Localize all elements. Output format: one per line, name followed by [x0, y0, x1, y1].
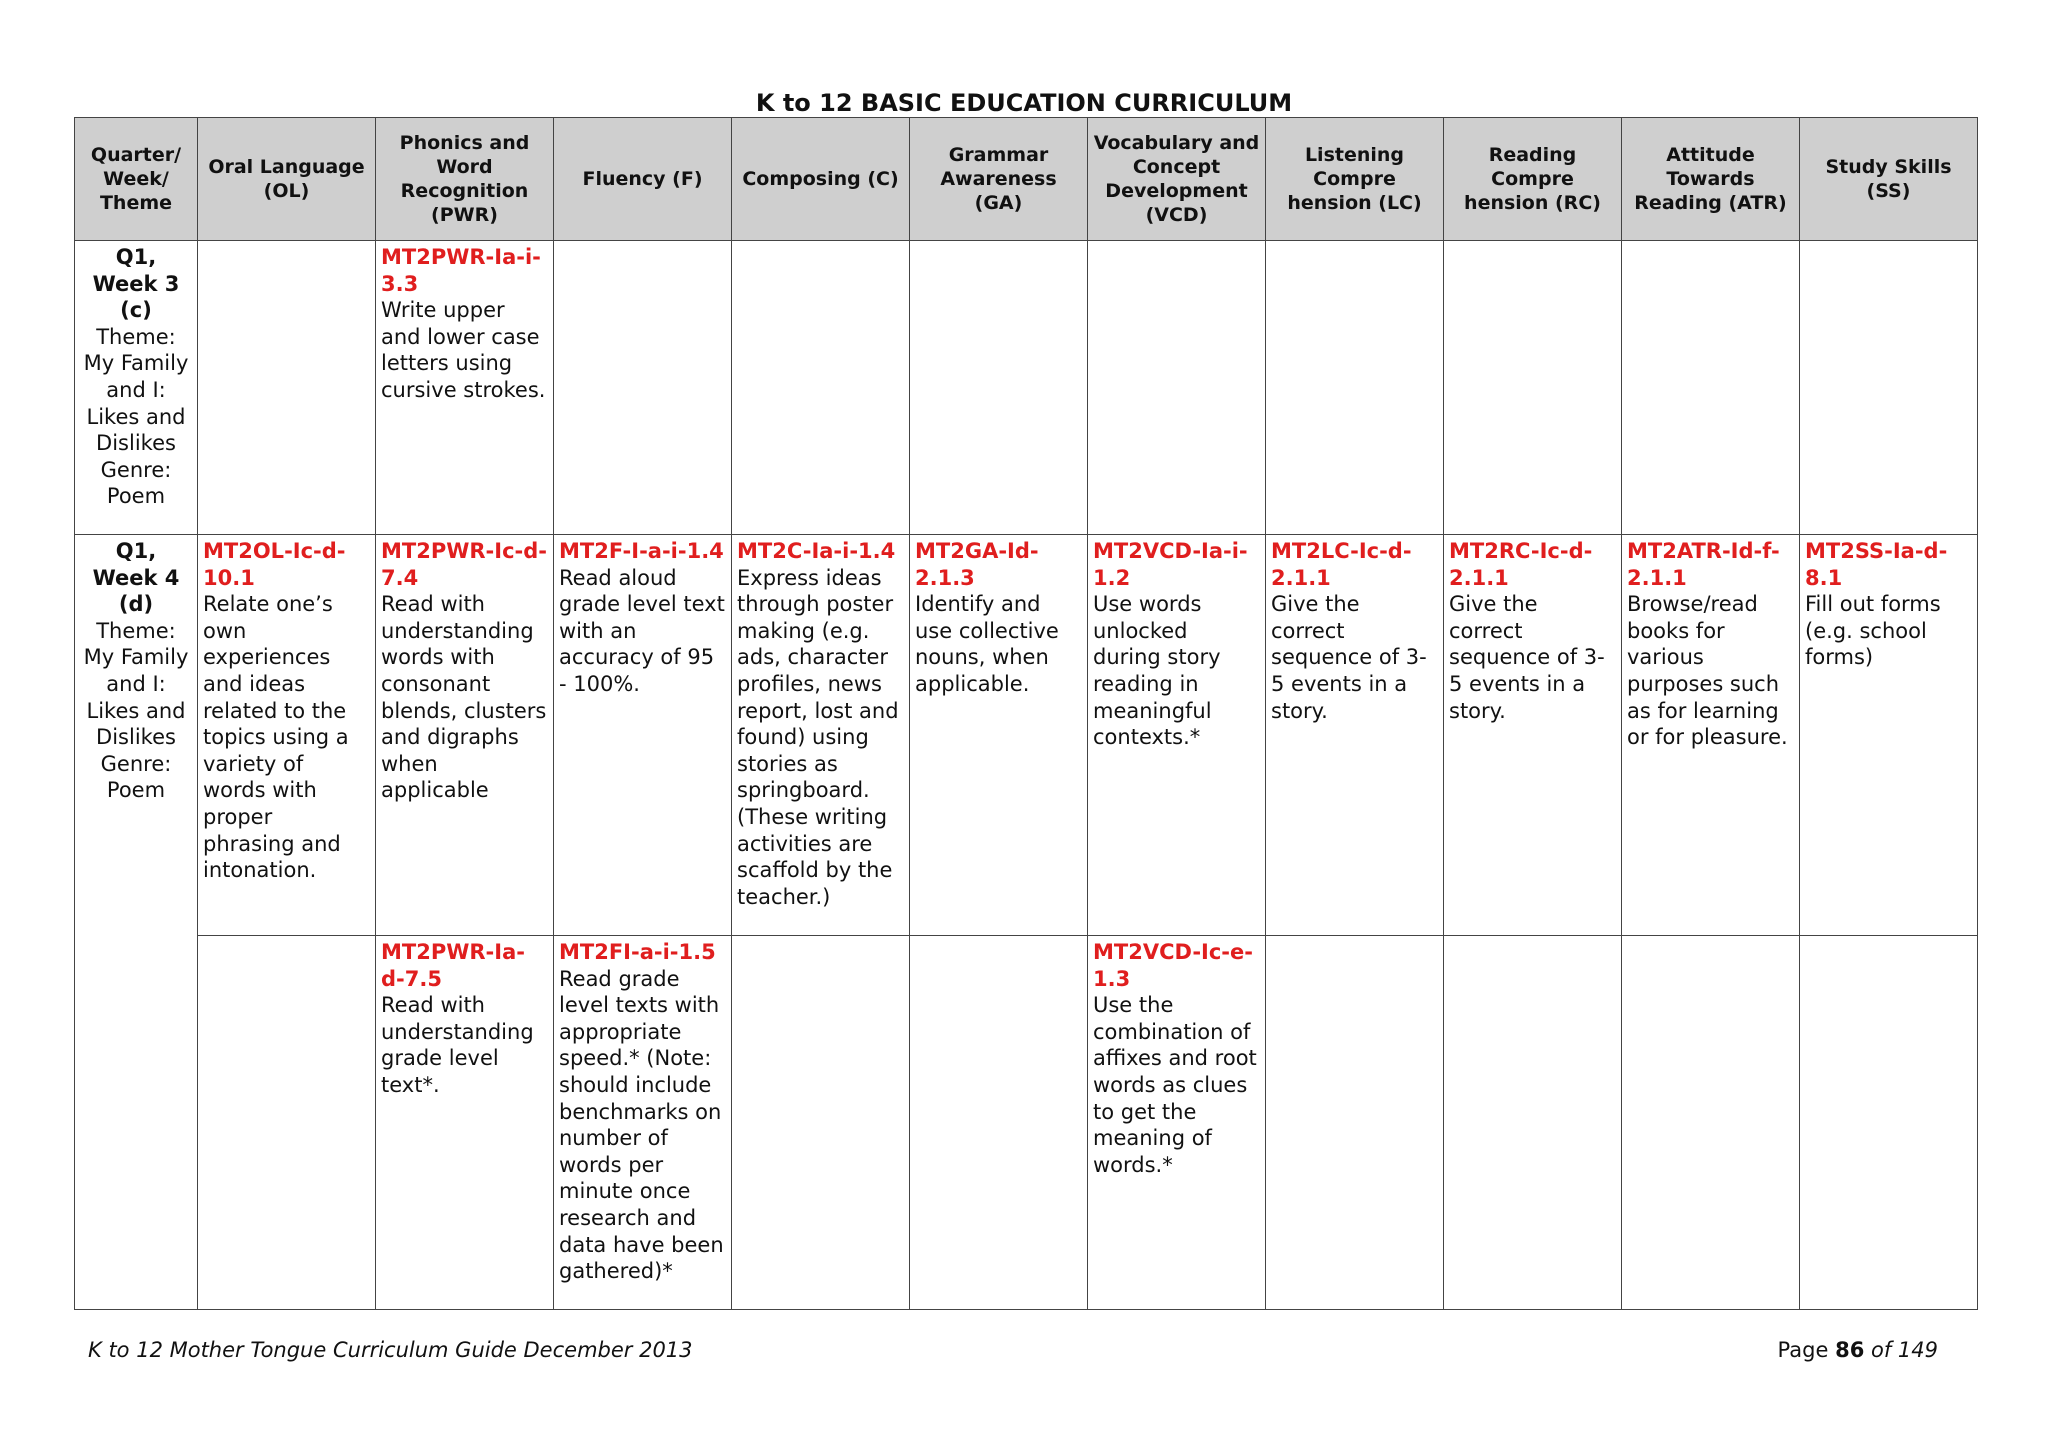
cell-vcd-week4	[1088, 535, 1266, 936]
cell-pwr-week4	[376, 535, 554, 936]
cell-ol-week3	[198, 241, 376, 535]
header-phonics: Phonics and Word Recognition (PWR)	[376, 118, 554, 241]
header-row	[75, 118, 1978, 241]
cell-pwr-week3	[376, 241, 554, 535]
quarter-label: Q1, Week 4 (d)	[92, 539, 180, 617]
cell-f-week3	[554, 241, 732, 535]
page-total: of 149	[1871, 1338, 1938, 1362]
curriculum-table	[74, 117, 1978, 1310]
cell-ss-week3	[1800, 241, 1978, 535]
competency-text: Give the correct sequence of 3-5 events in a story.	[1271, 592, 1427, 723]
competency-code: MT2OL-Ic-d-10.1	[203, 539, 346, 590]
competency-code: MT2GA-Id-2.1.3	[915, 539, 1039, 590]
header-quarter: Quarter/ Week/ Theme	[75, 118, 198, 241]
footer-page-number	[1778, 1338, 1938, 1362]
competency-text: Use the combination of affixes and root words as clues to get the meaning of words.*	[1093, 993, 1257, 1177]
header-study-skills: Study Skills (SS)	[1800, 118, 1978, 241]
cell-ga-week4	[910, 535, 1088, 936]
quarter-theme: Theme: My Family and I: Likes and Dislikes Genre: Poem	[83, 324, 189, 509]
quarter-cell-week3	[75, 241, 198, 535]
header-oral-language: Oral Language (OL)	[198, 118, 376, 241]
cell-rc-week4b	[1444, 936, 1622, 1310]
cell-ga-week4b	[910, 936, 1088, 1310]
footer-guide-title: K to 12 Mother Tongue Curriculum Guide December 2013	[88, 1338, 693, 1362]
competency-code: MT2F-I-a-i-1.4	[559, 539, 724, 563]
competency-code: MT2FI-a-i-1.5	[559, 940, 716, 964]
cell-c-week3	[732, 241, 910, 535]
competency-code: MT2PWR-Ia-d-7.5	[381, 940, 525, 991]
cell-lc-week4b	[1266, 936, 1444, 1310]
competency-code: MT2SS-Ia-d-8.1	[1805, 539, 1948, 590]
competency-text: Read with understanding grade level text*.	[381, 993, 534, 1097]
cell-rc-week3	[1444, 241, 1622, 535]
cell-f-week4	[554, 535, 732, 936]
cell-vcd-week4b	[1088, 936, 1266, 1310]
cell-lc-week4	[1266, 535, 1444, 936]
competency-text: Fill out forms (e.g. school forms)	[1805, 592, 1941, 670]
competency-text: Write upper and lower case letters using cursive strokes.	[381, 298, 546, 402]
cell-lc-week3	[1266, 241, 1444, 535]
cell-vcd-week3	[1088, 241, 1266, 535]
competency-code: MT2C-Ia-i-1.4	[737, 539, 896, 563]
competency-text: Use words unlocked during story reading in meaningful contexts.*	[1093, 592, 1221, 750]
competency-code: MT2PWR-Ic-d-7.4	[381, 539, 548, 590]
header-fluency: Fluency (F)	[554, 118, 732, 241]
competency-text: Give the correct sequence of 3-5 events in a story.	[1449, 592, 1605, 723]
competency-code: MT2RC-Ic-d-2.1.1	[1449, 539, 1593, 590]
header-grammar: Grammar Awareness (GA)	[910, 118, 1088, 241]
page-title: K to 12 BASIC EDUCATION CURRICULUM	[755, 89, 1293, 117]
page-word: Page	[1777, 1338, 1829, 1362]
cell-f-week4b	[554, 936, 732, 1310]
cell-pwr-week4b	[376, 936, 554, 1310]
competency-text: Express ideas through poster making (e.g. ads, character profiles, news report, lost and found) using stories as springboard.(These writing activities are scaffold by the teacher.)	[737, 565, 899, 909]
quarter-label: Q1, Week 3 (c)	[92, 245, 180, 323]
quarter-cell-week4	[75, 535, 198, 1310]
cell-ga-week3	[910, 241, 1088, 535]
competency-text: Read with understanding words with consonant blends, clusters and digraphs when applicable	[381, 592, 547, 803]
cell-atr-week4	[1622, 535, 1800, 936]
header-vocabulary: Vocabulary and Concept Development (VCD)	[1088, 118, 1266, 241]
competency-code: MT2PWR-Ia-i-3.3	[381, 245, 541, 296]
cell-c-week4	[732, 535, 910, 936]
competency-text: Read aloud grade level text with an accuracy of 95 - 100%.	[559, 565, 725, 696]
competency-code: MT2ATR-Id-f-2.1.1	[1627, 539, 1780, 590]
header-reading: Reading Compre hension (RC)	[1444, 118, 1622, 241]
table-row-week4-b	[75, 936, 1978, 1310]
competency-text: Relate one’s own experiences and ideas related to the topics using a variety of words with proper phrasing and intonation.	[203, 592, 349, 883]
cell-ss-week4	[1800, 535, 1978, 936]
competency-text: Read grade level texts with appropriate speed.* (Note: should include benchmarks on number of words per minute once research and data have been gathered)*	[559, 966, 724, 1284]
cell-atr-week3	[1622, 241, 1800, 535]
cell-ss-week4b	[1800, 936, 1978, 1310]
competency-code: MT2VCD-Ic-e-1.3	[1093, 940, 1253, 991]
header-composing: Composing (C)	[732, 118, 910, 241]
page-current: 86	[1835, 1338, 1865, 1362]
cell-ol-week4b	[198, 936, 376, 1310]
competency-text: Browse/read books for various purposes such as for learning or for pleasure.	[1627, 592, 1788, 750]
header-attitude: Attitude Towards Reading (ATR)	[1622, 118, 1800, 241]
cell-ol-week4	[198, 535, 376, 936]
cell-rc-week4	[1444, 535, 1622, 936]
cell-atr-week4b	[1622, 936, 1800, 1310]
competency-code: MT2LC-Ic-d-2.1.1	[1271, 539, 1412, 590]
quarter-theme: Theme: My Family and I: Likes and Dislikes Genre: Poem	[83, 618, 189, 803]
table-row-week3	[75, 241, 1978, 535]
competency-code: MT2VCD-Ia-i-1.2	[1093, 539, 1248, 590]
cell-c-week4b	[732, 936, 910, 1310]
competency-text: Identify and use collective nouns, when applicable.	[915, 592, 1059, 696]
header-listening: Listening Compre hension (LC)	[1266, 118, 1444, 241]
table-row-week4-a	[75, 535, 1978, 936]
